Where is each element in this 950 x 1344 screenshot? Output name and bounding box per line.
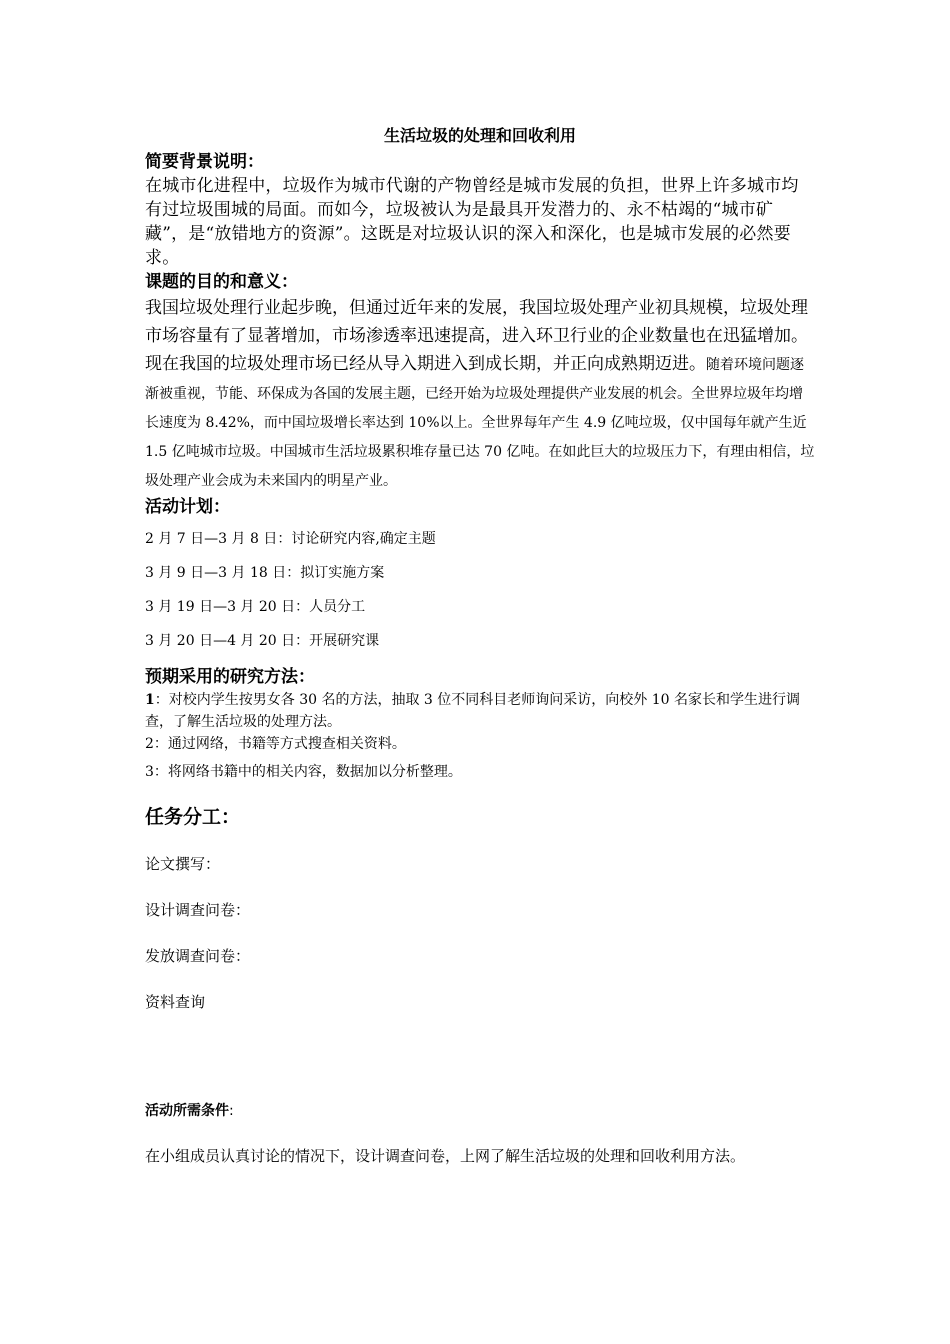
conditions-heading-colon: :	[229, 1103, 234, 1119]
method-item	[145, 689, 815, 733]
plan-heading: 活动计划：	[145, 497, 230, 517]
methods-heading: 预期采用的研究方法：	[145, 667, 315, 687]
plan-item: 3 月 20 日—4 月 20 日：开展研究课	[145, 633, 380, 649]
document-content	[145, 124, 815, 1167]
conditions-paragraph: 在小组成员认真讨论的情况下，设计调查问卷，上网了解生活垃圾的处理和回收利用方法。	[145, 1147, 746, 1165]
task-item: 资料查询	[145, 993, 206, 1011]
method-number: 3	[145, 764, 154, 780]
method-item	[145, 761, 815, 783]
method-number: 1	[145, 692, 155, 708]
plan-item: 3 月 19 日—3 月 20 日：人员分工	[145, 599, 366, 615]
tasks-heading: 任务分工：	[145, 806, 241, 828]
background-paragraph: 在城市化进程中，垃圾作为城市代谢的产物曾经是城市发展的负担，世界上许多城市均有过垃圾围城的局面。而如今，垃圾被认为是最具开发潜力的、永不枯竭的“城市矿藏”，是“放错地方的资源”。这既是对垃圾认识的深入和深化，也是城市发展的必然要求。	[145, 176, 799, 268]
conditions-heading	[145, 1101, 815, 1121]
task-item: 论文撰写：	[145, 855, 221, 873]
background-heading: 简要背景说明：	[145, 152, 264, 172]
plan-item: 3 月 9 日—3 月 18 日：拟订实施方案	[145, 565, 385, 581]
plan-item: 2 月 7 日—3 月 8 日：讨论研究内容,确定主题	[145, 531, 436, 547]
method-number: 2	[145, 736, 154, 752]
conditions-heading-text: 活动所需条件	[145, 1103, 229, 1119]
method-text: ：通过网络，书籍等方式搜查相关资料。	[153, 736, 406, 752]
method-item	[145, 733, 815, 755]
purpose-paragraph-small: 随着环境问题逐渐被重视，节能、环保成为各国的发展主题，已经开始为垃圾处理提供产业发展的机会。全世界垃圾年均增长速度为 8.42%，而中国垃圾增长率达到 10%以上。全世界每年产生 4.9 亿吨垃圾，仅中国每年就产生近 1.5 亿吨城市垃圾。中国城市生活垃圾累积堆存量已达 70 亿吨。在如此巨大的垃圾压力下，有理由相信，垃圾处理产业会成为未来国内的明星产业。	[145, 357, 815, 489]
task-item: 设计调查问卷：	[145, 901, 251, 919]
method-text: ：将网络书籍中的相关内容，数据加以分析整理。	[153, 764, 462, 780]
purpose-heading: 课题的目的和意义：	[145, 272, 298, 292]
purpose-paragraph	[145, 294, 815, 495]
method-text: ：对校内学生按男女各 30 名的方法，抽取 3 位不同科目老师询问采访，向校外 10 名家长和学生进行调查，了解生活垃圾的处理方法。	[145, 692, 800, 730]
purpose-paragraph-large: 我国垃圾处理行业起步晚，但通过近年来的发展，我国垃圾处理产业初具规模，垃圾处理市场容量有了显著增加，市场渗透率迅速提高，进入环卫行业的企业数量也在迅猛增加。现在我国的垃圾处理市场已经从导入期进入到成长期，并正向成熟期迈进。	[145, 298, 808, 374]
document-title: 生活垃圾的处理和回收利用	[383, 126, 576, 145]
task-item: 发放调查问卷：	[145, 947, 251, 965]
